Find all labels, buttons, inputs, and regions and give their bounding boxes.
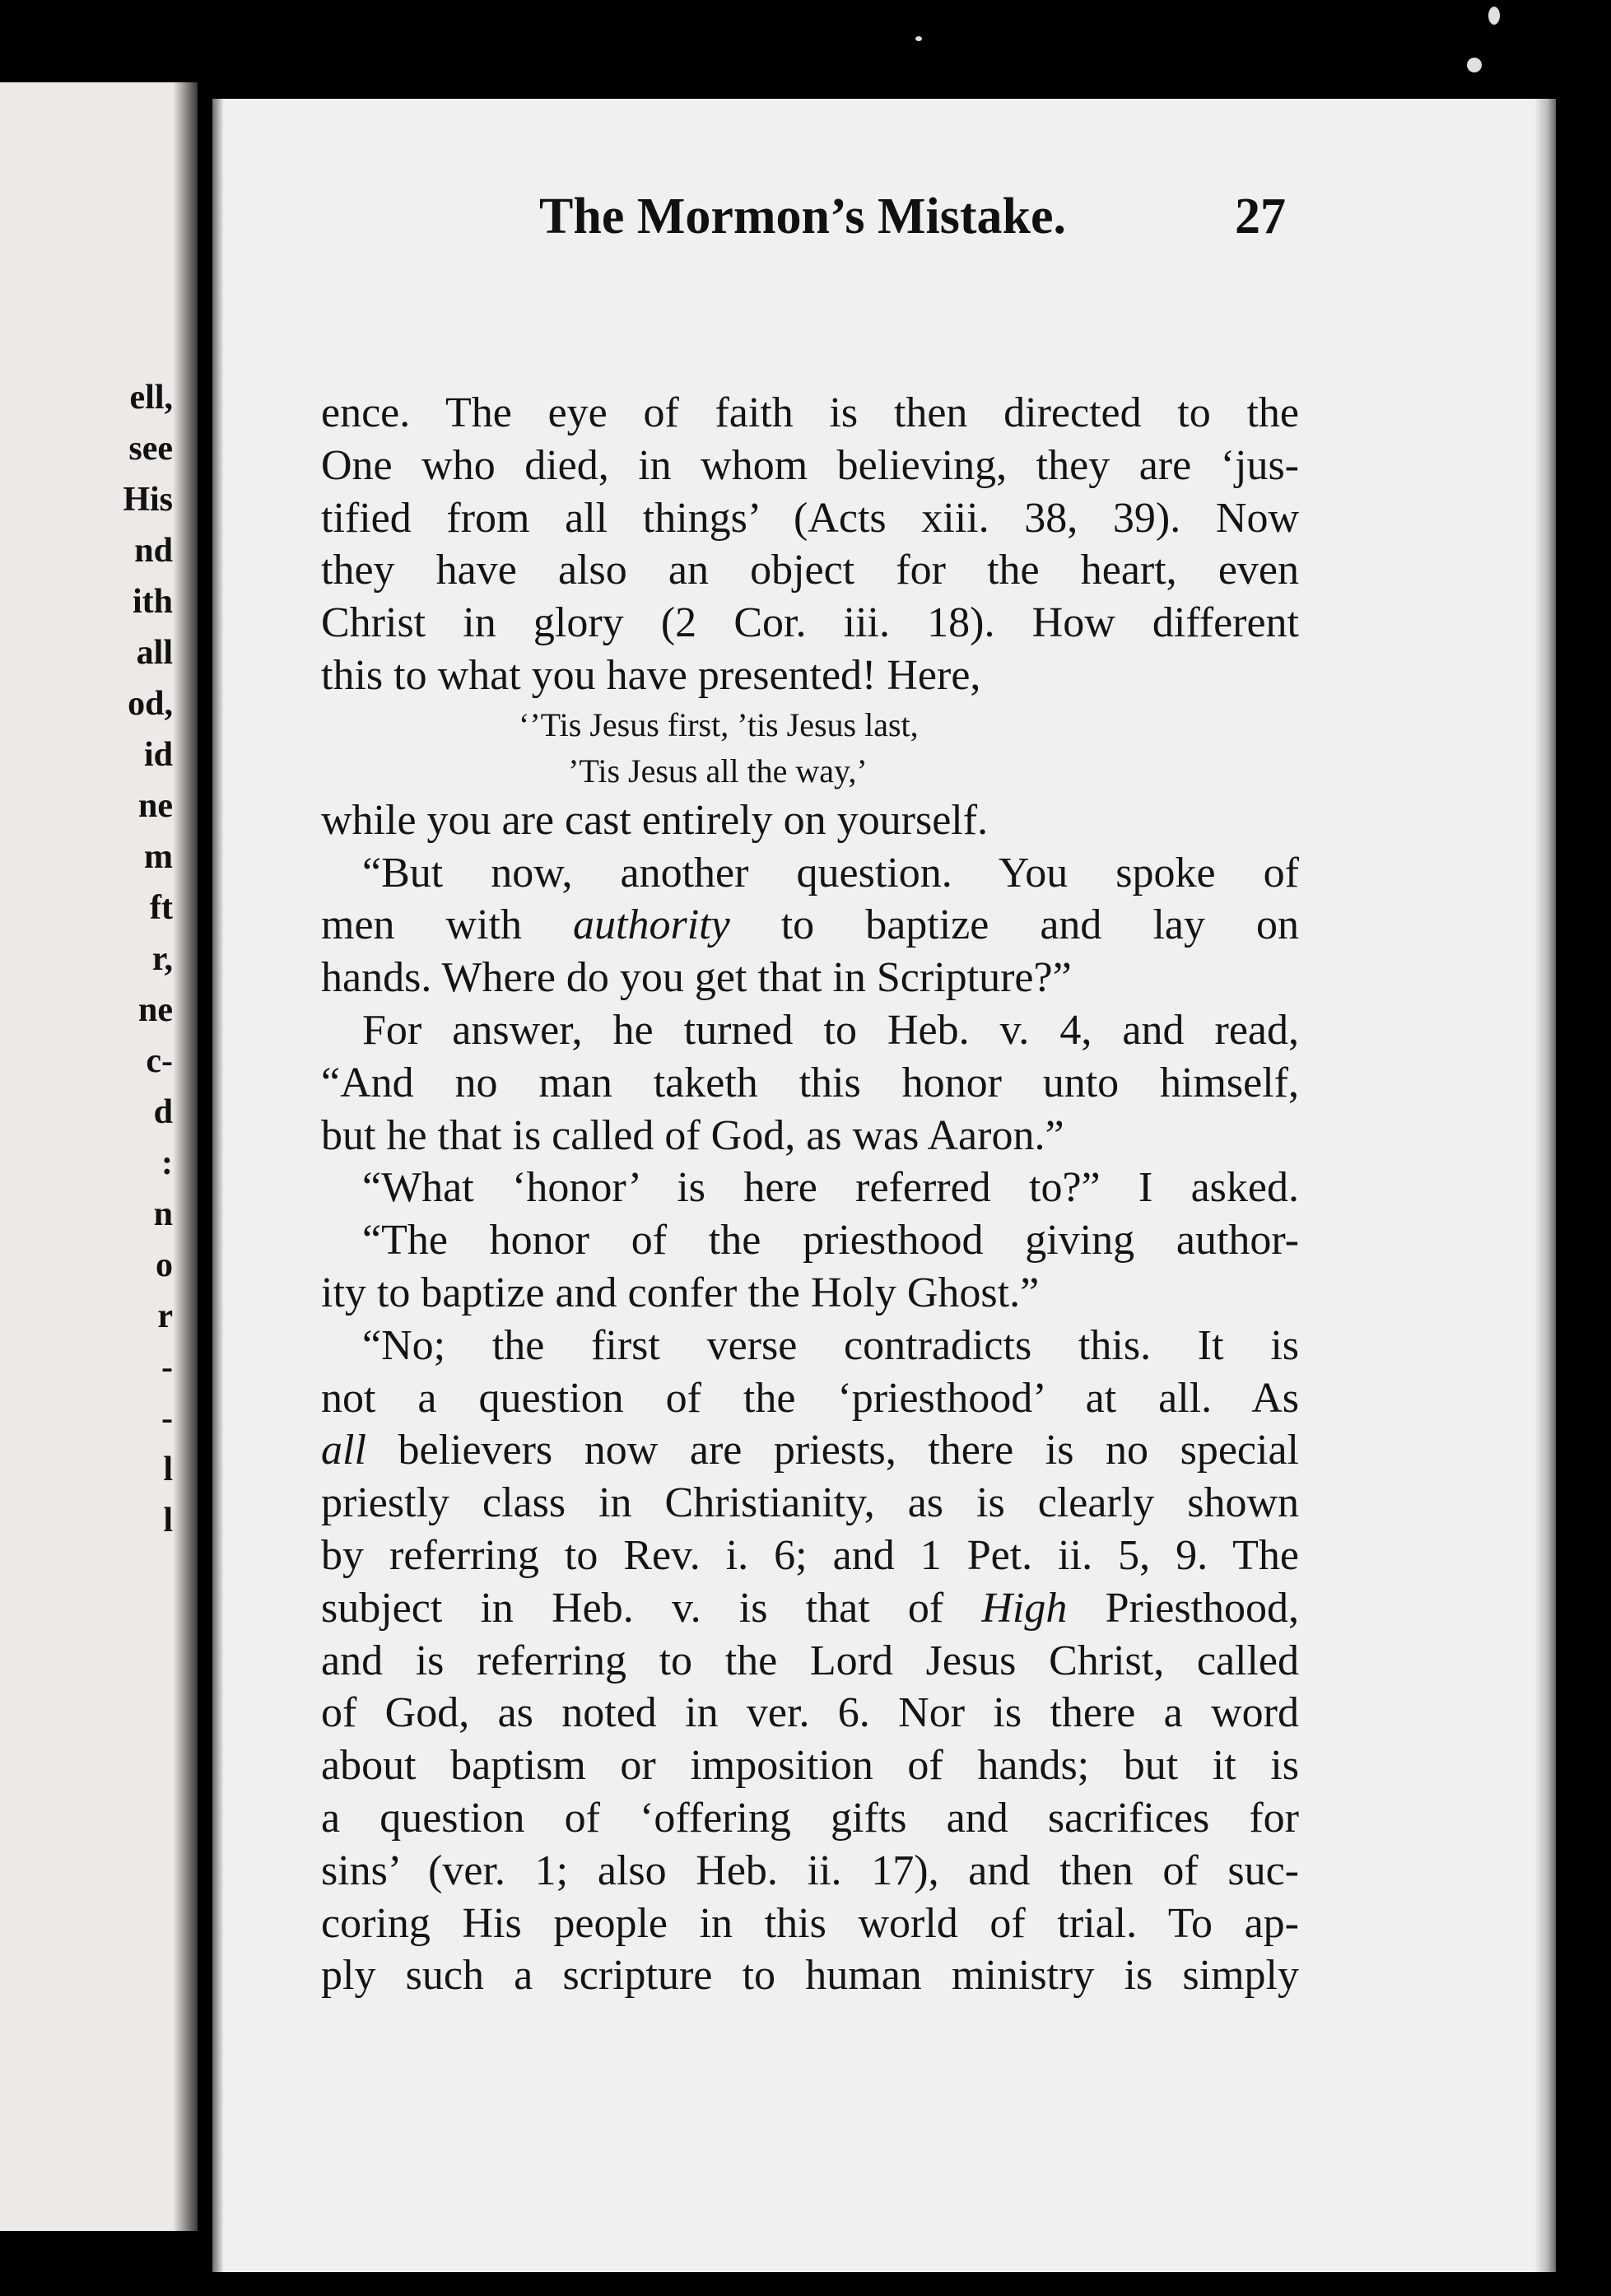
emphasis-text: all bbox=[321, 1427, 366, 1474]
text-line: tified from all things’ (Acts xiii. 38, 39). Now bbox=[321, 494, 1299, 542]
page-header bbox=[0, 188, 1611, 245]
scan-speck bbox=[1467, 58, 1482, 72]
emphasis-text: High bbox=[981, 1584, 1068, 1632]
facing-page-line: o bbox=[156, 1248, 173, 1283]
text-line: For answer, he turned to Heb. v. 4, and read, bbox=[362, 1006, 1299, 1054]
emphasis-text: authority bbox=[573, 901, 730, 949]
text-line: coring His people in this world of trial. To ap- bbox=[321, 1899, 1299, 1947]
facing-page-line: ft bbox=[150, 891, 173, 925]
text-line: “But now, another question. You spoke of bbox=[362, 849, 1299, 897]
text-line: ply such a scripture to human ministry is simply bbox=[321, 1952, 1299, 2000]
text-line bbox=[321, 899, 1299, 952]
facing-page-line: : bbox=[161, 1146, 173, 1181]
text-line: a question of ‘offering gifts and sacrifices for bbox=[321, 1794, 1299, 1842]
text-line: by referring to Rev. i. 6; and 1 Pet. ii. 5, 9. The bbox=[321, 1531, 1299, 1579]
verse-line: ’Tis Jesus all the way,’ bbox=[568, 752, 868, 789]
facing-page-line: see bbox=[128, 431, 173, 466]
facing-page-line: r bbox=[157, 1299, 173, 1334]
text-line: One who died, in whom believing, they are ‘jus- bbox=[321, 441, 1299, 489]
facing-page-line: all bbox=[136, 636, 173, 670]
text-line: but he that is called of God, as was Aaron.” bbox=[321, 1111, 1064, 1159]
facing-page-line: l bbox=[163, 1503, 173, 1538]
facing-page-line: ell, bbox=[129, 380, 173, 415]
facing-page-line: d bbox=[153, 1095, 173, 1129]
text-line: “And no man taketh this honor unto himself, bbox=[321, 1059, 1299, 1106]
text-run: men with bbox=[321, 901, 522, 949]
scan-speck bbox=[1488, 7, 1500, 25]
facing-page-line: m bbox=[144, 840, 173, 874]
page-spine-shadow bbox=[212, 99, 224, 2272]
facing-page-line: id bbox=[143, 738, 173, 772]
text-line bbox=[321, 1424, 1299, 1477]
facing-page-line: ne bbox=[138, 789, 173, 823]
book-gutter bbox=[173, 82, 198, 2231]
text-line: not a question of the ‘priesthood’ at all. As bbox=[321, 1374, 1299, 1422]
text-line: sins’ (ver. 1; also Heb. ii. 17), and then of suc- bbox=[321, 1847, 1299, 1894]
text-line: ence. The eye of faith is then directed to the bbox=[321, 389, 1299, 436]
text-line: this to what you have presented! Here, bbox=[321, 651, 981, 699]
facing-page-line: od, bbox=[128, 687, 173, 721]
text-line: of God, as noted in ver. 6. Nor is there a word bbox=[321, 1689, 1299, 1737]
text-line: while you are cast entirely on yourself. bbox=[321, 796, 989, 844]
text-line: about baptism or imposition of hands; but it is bbox=[321, 1742, 1299, 1790]
text-run: to baptize and lay on bbox=[780, 901, 1300, 949]
facing-page-line: r, bbox=[151, 942, 173, 976]
facing-page-line: nd bbox=[134, 533, 173, 568]
facing-page-line: c- bbox=[146, 1044, 173, 1078]
text-run: subject in Heb. v. is that of bbox=[321, 1584, 944, 1632]
text-line: hands. Where do you get that in Scripture?” bbox=[321, 954, 1072, 1002]
facing-page-line: - bbox=[161, 1401, 173, 1436]
text-line: priestly class in Christianity, as is clearly shown bbox=[321, 1479, 1299, 1527]
scan-speck bbox=[915, 36, 922, 41]
text-line: “No; the first verse contradicts this. It is bbox=[362, 1321, 1299, 1369]
facing-page-line: His bbox=[123, 482, 173, 517]
facing-page-line: ne bbox=[138, 993, 173, 1027]
facing-page-line: n bbox=[153, 1197, 173, 1232]
verse-line: ‘’Tis Jesus first, ’tis Jesus last, bbox=[519, 706, 919, 743]
text-line: they have also an object for the heart, even bbox=[321, 547, 1299, 594]
text-line: “The honor of the priesthood giving author- bbox=[362, 1217, 1299, 1264]
text-run: Priesthood, bbox=[1105, 1584, 1300, 1632]
text-line: “What ‘honor’ is here referred to?” I asked. bbox=[362, 1164, 1299, 1212]
facing-page-fragment bbox=[0, 82, 198, 2231]
text-run: believers now are priests, there is no special bbox=[366, 1427, 1299, 1474]
facing-page-line: - bbox=[161, 1350, 173, 1385]
text-line bbox=[321, 1582, 1299, 1635]
running-head: The Mormon’s Mistake. bbox=[539, 189, 1067, 245]
text-line: Christ in glory (2 Cor. iii. 18). How different bbox=[321, 599, 1299, 647]
facing-page-line: l bbox=[163, 1452, 173, 1487]
page-number: 27 bbox=[1235, 189, 1286, 245]
page-edge-shadow bbox=[1534, 99, 1556, 2272]
text-line: ity to baptize and confer the Holy Ghost.” bbox=[321, 1269, 1040, 1316]
facing-page-line: ith bbox=[132, 584, 173, 619]
text-line: and is referring to the Lord Jesus Christ, called bbox=[321, 1637, 1299, 1684]
body-text bbox=[321, 387, 1299, 2002]
